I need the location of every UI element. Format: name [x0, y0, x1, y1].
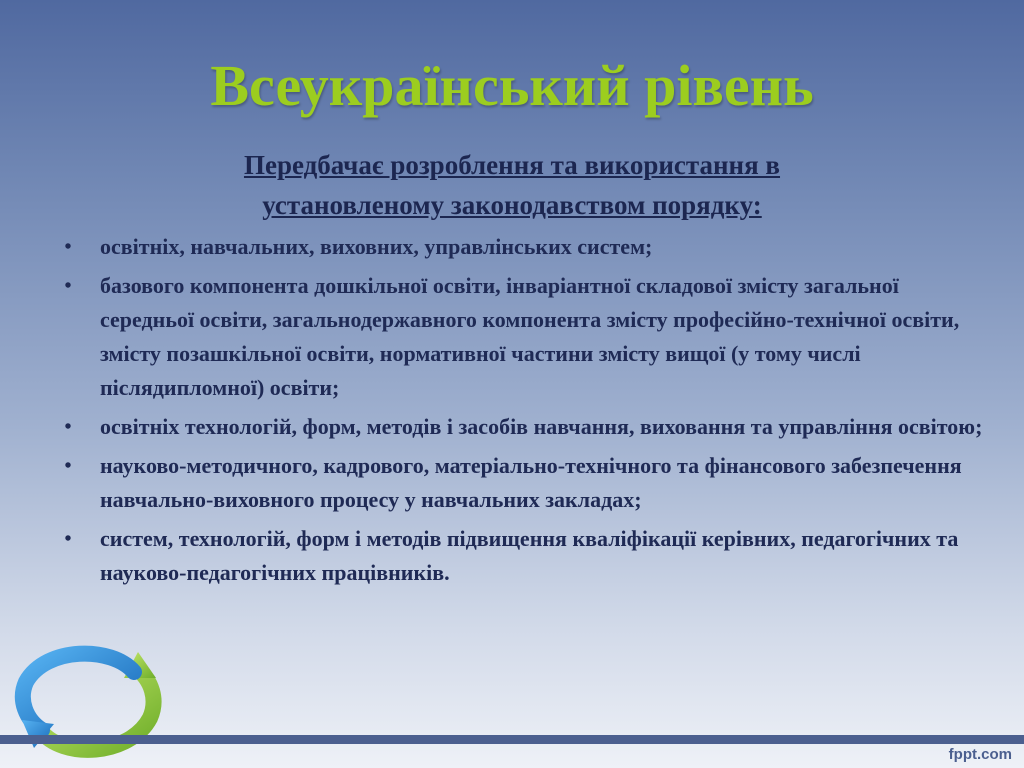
bullet-text: базового компонента дошкільної освіти, інваріантної складової змісту загальної середньої освіти, загальнодержавного компонента змісту професійно-технічної освіти, змісту позашкільної освіти, нормативної частини змісту вищої (у тому числі післядипломної) освіти;: [100, 273, 960, 400]
bullet-item: [58, 449, 988, 517]
bullet-text: освітніх технологій, форм, методів і засобів навчання, виховання та управління освітою;: [100, 414, 983, 439]
bullet-item: [58, 269, 988, 405]
bullet-icon: •: [64, 275, 72, 297]
bullet-icon: •: [64, 455, 72, 477]
bullet-item: [58, 410, 988, 444]
bullet-item: [58, 522, 988, 590]
slide-subtitle: Передбачає розроблення та використання в установленому законодавством порядку:: [243, 150, 781, 220]
slide-title: Всеукраїнський рівень: [210, 53, 814, 118]
footer-brand: fppt.com: [948, 746, 1012, 763]
footer-bar: [0, 735, 1024, 744]
bullet-icon: •: [64, 528, 72, 550]
bullet-text: освітніх, навчальних, виховних, управлінських систем;: [100, 234, 653, 259]
bullet-text: науково-методичного, кадрового, матеріально-технічного та фінансового забезпечення навчально-виховного процесу у навчальних закладах;: [100, 453, 962, 512]
bullet-icon: •: [64, 236, 72, 258]
bullet-text: систем, технологій, форм і методів підвищення кваліфікації керівних, педагогічних та науково-педагогічних працівників.: [100, 526, 959, 585]
bullet-item: [58, 230, 988, 264]
bullet-list: [58, 230, 988, 595]
bullet-icon: •: [64, 416, 72, 438]
